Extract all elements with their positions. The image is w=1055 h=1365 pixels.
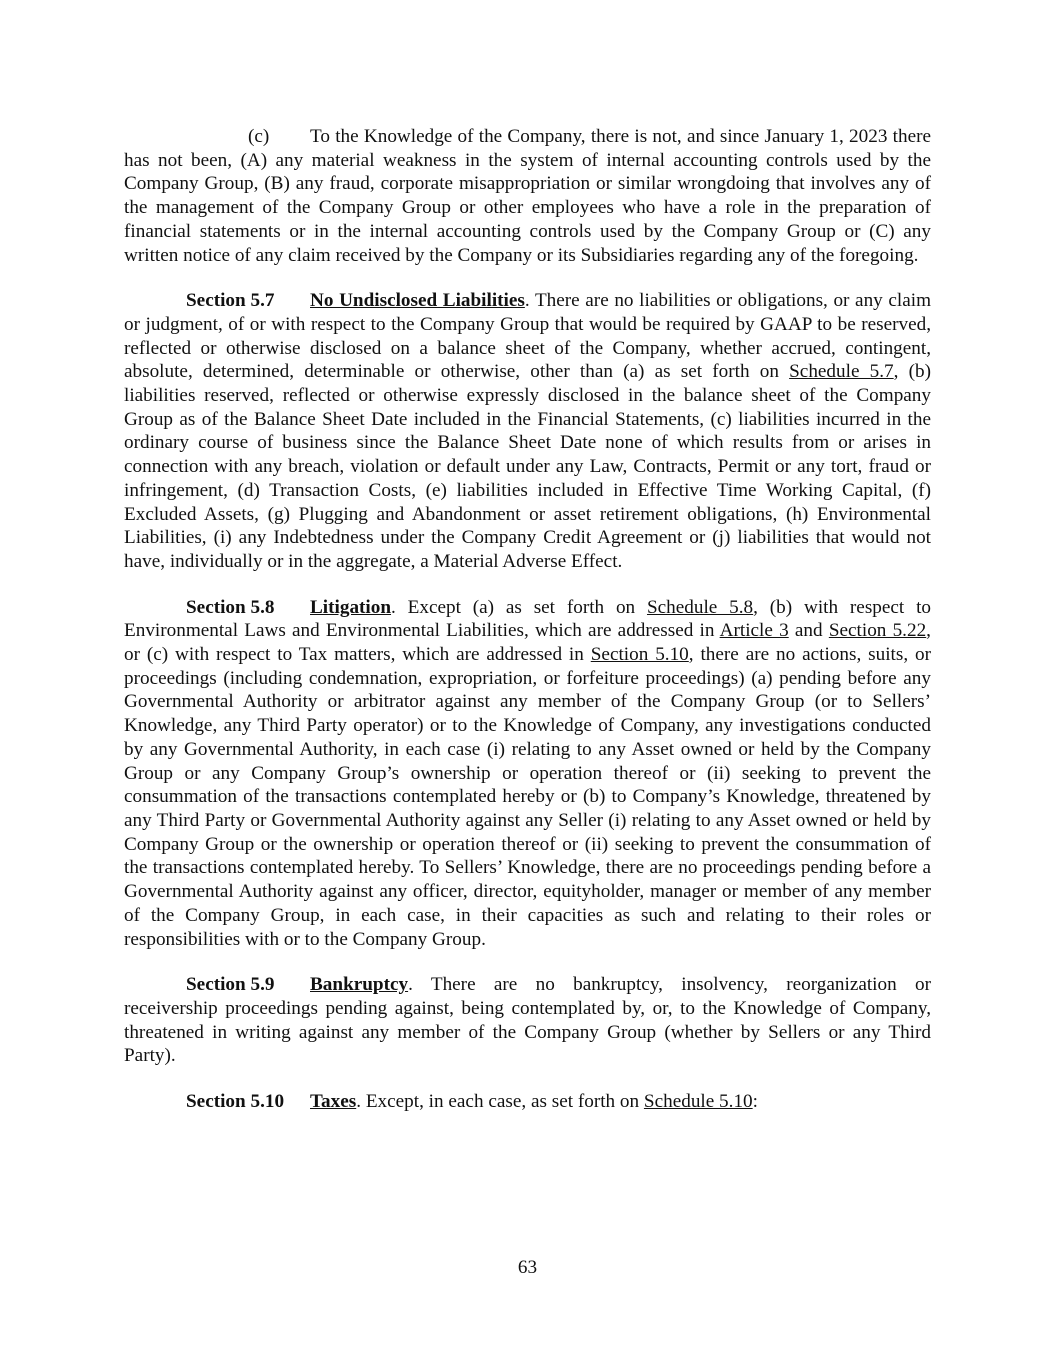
paragraph-c [124,125,931,267]
section-text: and [788,620,829,642]
section-5-7 [124,289,931,573]
section-text: , (b) liabilities reserved, reflected or otherwise expressly disclosed in the balance sheet of the Company Group as of the Balance Sheet Date included in the Financial Statements, (c) liabilities incurred in the ordinary course of business since the Balance Sheet Date none of which results from or arises in connection with any breach, violation or default under any Law, Contracts, Permit or any tort, fraud or infringement, (d) Transaction Costs, (e) liabilities included in Effective Time Working Capital, (f) Excluded Assets, (g) Plugging and Abandonment or asset retirement obligations, (h) Environmental Liabilities, (i) any Indebtedness under the Company Credit Agreement or (j) liabilities that would not have, individually or in the aggregate, a Material Adverse Effect. [124,361,931,572]
article-reference: Article 3 [719,620,789,642]
section-text: , there are no actions, suits, or proceedings (including condemnation, expropriation, or forfeiture proceedings) (a) pending before any Governmental Authority or arbitrator against any member of the Company Group (or to Sellers’ Knowledge, any Third Party operator) or to the Knowledge of Company, any investigations conducted by any Governmental Authority, in each case (i) relating to any Asset owned or held by the Company Group or any Company Group’s ownership or operation thereof or (ii) seeking to prevent the consummation of the transactions contemplated hereby or (b) to Company’s Knowledge, threatened by any Third Party or Governmental Authority against any Seller (i) relating to any Asset owned or held by Company Group or the ownership or operation thereof or (ii) seeking to prevent the consummation of the transactions contemplated hereby. To Sellers’ Knowledge, there are no proceedings pending before a Governmental Authority against any officer, director, equityholder, manager or member of any member of the Company Group, in each case, in their capacities as such and relating to their roles or responsibilities with or to the Company Group. [124,644,931,950]
section-text: . Except (a) as set forth on [391,596,647,618]
section-5-9 [124,973,931,1068]
section-reference: Section 5.10 [590,644,689,666]
section-title: No Undisclosed Liabilities [310,290,525,312]
paragraph-label: (c) [248,126,270,147]
schedule-reference: Schedule 5.10 [643,1091,753,1113]
section-number: Section 5.7 [186,290,275,312]
page-number: 63 [517,1257,538,1278]
section-text: , (b) with respect to Environmental Laws and Environmental Liabilities, which are addressed in [124,596,931,642]
section-text: : [752,1091,758,1113]
section-text: . Except, in each case, as set forth on [356,1091,644,1113]
section-number: Section 5.10 [186,1091,285,1113]
section-title: Taxes [310,1091,357,1113]
section-5-8 [124,596,931,952]
section-title: Litigation [310,596,392,618]
section-text: . There are no bankruptcy, insolvency, reorganization or receivership proceedings pending against, being contemplated by, or, to the Knowledge of Company, threatened in writing against any member of the Company Group (whether by Sellers or any Third Party). [124,974,931,1067]
section-5-10 [124,1090,931,1114]
section-number: Section 5.9 [186,974,275,996]
section-title: Bankruptcy [310,974,409,996]
section-text: , or (c) with respect to Tax matters, which are addressed in [124,620,931,666]
paragraph-text: To the Knowledge of the Company, there is not, and since January 1, 2023 there has not been, (A) any material weakness in the system of internal accounting controls used by the Company Group, (B) any fraud, corporate misappropriation or similar wrongdoing that involves any of the management of the Company Group or other employees who have a role in the preparation of financial statements or in the internal accounting controls used by the Company Group or (C) any written notice of any claim received by the Company or its Subsidiaries regarding any of the foregoing. [124,126,931,266]
schedule-reference: Schedule 5.7 [789,361,894,383]
section-reference: Section 5.22 [828,620,927,642]
document-page [124,125,931,1136]
section-number: Section 5.8 [186,596,275,618]
schedule-reference: Schedule 5.8 [646,596,754,618]
section-text: . There are no liabilities or obligations, or any claim or judgment, of or with respect to the Company Group that would be required by GAAP to be reserved, reflected or otherwise disclosed on a balance sheet of the Company, whether accrued, contingent, absolute, determined, determinable or otherwise, other than (a) as set forth on [124,290,931,383]
